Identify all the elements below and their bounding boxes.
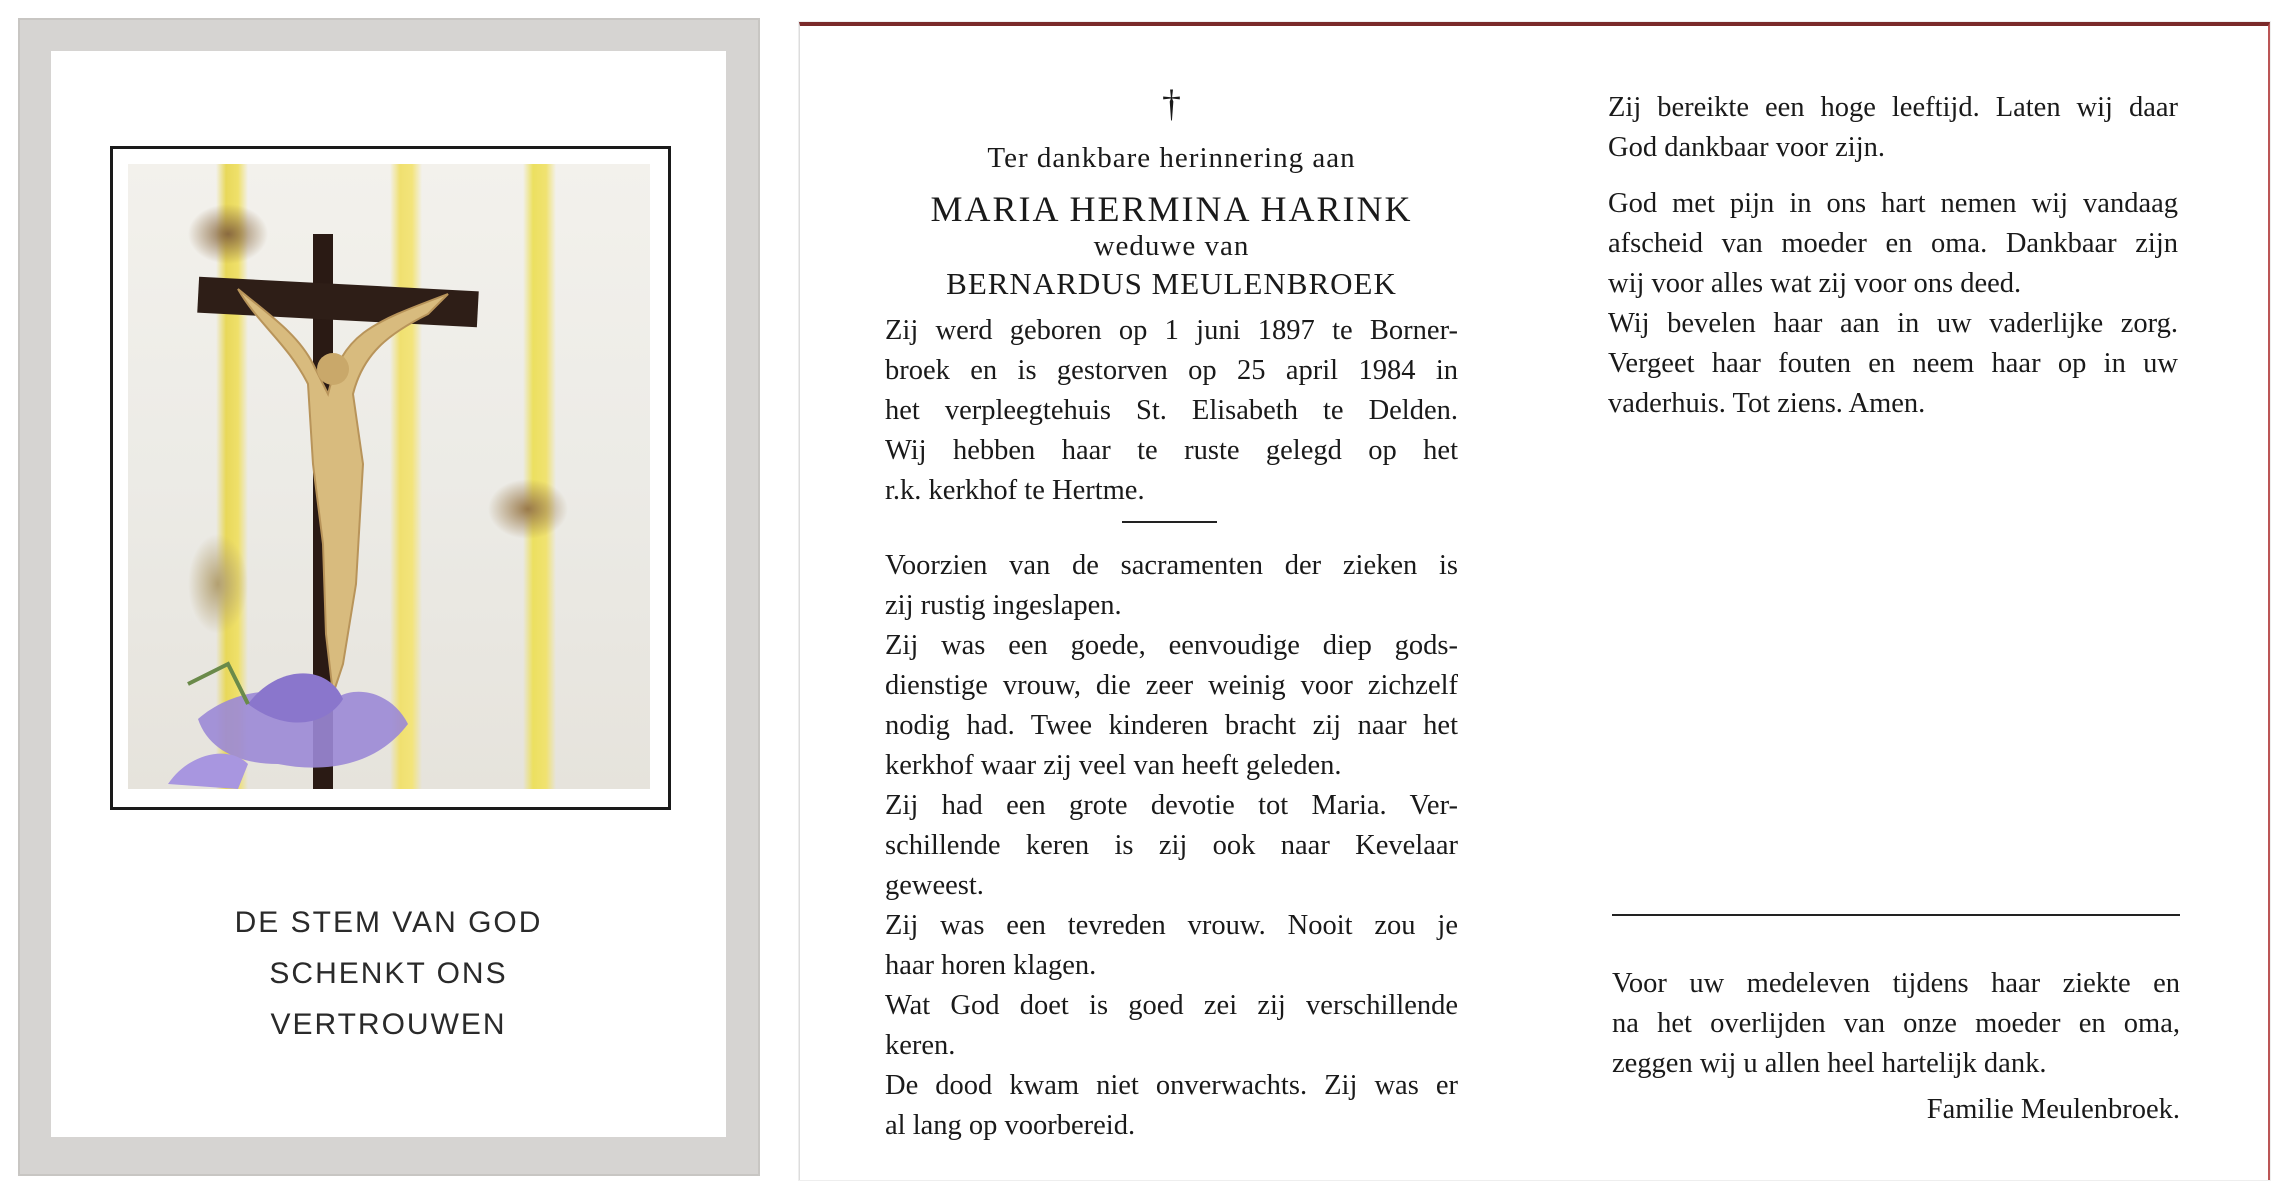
text-line: wij voor alles wat zij voor ons deed. xyxy=(1608,268,2022,299)
text-line: Wij hebben haar te ruste gelegd op het xyxy=(885,435,1458,466)
prayer-text xyxy=(1608,184,2178,424)
cross-icon: † xyxy=(1162,83,1181,125)
paragraph xyxy=(1608,88,2178,168)
thanks-text xyxy=(1612,964,2180,1084)
text-line: Voor uw medeleven tijdens haar ziekte en xyxy=(1612,968,2180,999)
text-line: al lang op voorbereid. xyxy=(885,1110,1136,1141)
card-front-panel xyxy=(51,51,726,1137)
crucifix-icon xyxy=(128,164,650,789)
text-line: keren. xyxy=(885,1030,956,1061)
text-line: Voorzien van de sacramenten der zieken is xyxy=(885,550,1458,581)
text-line: haar horen klagen. xyxy=(885,950,1097,981)
text-line: afscheid van moeder en oma. Dankbaar zijn xyxy=(1608,228,2178,259)
text-line: r.k. kerkhof te Hertme. xyxy=(885,475,1145,506)
text-line: Wat God doet is goed zei zij verschillende xyxy=(885,990,1458,1021)
text-line: Zij bereikte een hoge leeftijd. Laten wij daar xyxy=(1608,92,2178,123)
divider xyxy=(1122,521,1217,523)
paragraph xyxy=(885,311,1458,511)
spouse-name: BERNARDUS MEULENBROEK xyxy=(946,266,1397,301)
text-line: nodig had. Twee kinderen bracht zij naar het xyxy=(885,710,1458,741)
motto-line: DE STEM VAN GOD xyxy=(234,906,543,939)
text-line: Zij had een grote devotie tot Maria. Ver- xyxy=(885,790,1458,821)
text-line: dienstige vrouw, die zeer weinig voor zichzelf xyxy=(885,670,1458,701)
divider xyxy=(1612,914,2180,916)
paragraph xyxy=(1612,964,2180,1084)
biography-text xyxy=(885,311,1458,511)
card-inside xyxy=(799,22,2270,1180)
paragraph xyxy=(885,546,1458,626)
paragraph xyxy=(885,786,1458,906)
life-text xyxy=(885,546,1458,1146)
text-line: zij rustig ingeslapen. xyxy=(885,590,1122,621)
text-line: De dood kwam niet onverwachts. Zij was er xyxy=(885,1070,1458,1101)
text-line: vaderhuis. Tot ziens. Amen. xyxy=(1608,388,1926,419)
text-line: God dankbaar voor zijn. xyxy=(1608,132,1885,163)
paragraph xyxy=(885,626,1458,786)
signature: Familie Meulenbroek. xyxy=(1926,1094,2180,1125)
crucifix-photo xyxy=(128,164,650,789)
motto-line: VERTROUWEN xyxy=(270,1008,507,1041)
text-line: het verpleegtehuis St. Elisabeth te Delden. xyxy=(885,395,1458,426)
paragraph xyxy=(885,986,1458,1066)
text-line: Vergeet haar fouten en neem haar op in uw xyxy=(1608,348,2178,379)
text-line: Zij werd geboren op 1 juni 1897 te Borner- xyxy=(885,315,1458,346)
text-line: Zij was een goede, eenvoudige diep gods- xyxy=(885,630,1458,661)
text-line: kerkhof waar zij veel van heeft geleden. xyxy=(885,750,1342,781)
text-line: geweest. xyxy=(885,870,984,901)
motto-line: SCHENKT ONS xyxy=(269,957,508,990)
text-line: broek en is gestorven op 25 april 1984 in xyxy=(885,355,1458,386)
photo-frame xyxy=(110,146,671,810)
text-line: na het overlijden van onze moeder en oma, xyxy=(1612,1008,2180,1039)
text-line: zeggen wij u allen heel hartelijk dank. xyxy=(1612,1048,2047,1079)
text-line: Zij was een tevreden vrouw. Nooit zou je xyxy=(885,910,1458,941)
paragraph xyxy=(1608,304,2178,424)
closing-text xyxy=(1608,88,2178,168)
text-line: God met pijn in ons hart nemen wij vandaag xyxy=(1608,188,2178,219)
text-line: schillende keren is zij ook naar Kevelaar xyxy=(885,830,1458,861)
paragraph xyxy=(1608,184,2178,304)
text-line: Wij bevelen haar aan in uw vaderlijke zorg. xyxy=(1608,308,2178,339)
card-front xyxy=(18,18,760,1176)
widow-of-text: weduwe van xyxy=(1093,230,1250,262)
paragraph xyxy=(885,906,1458,986)
deceased-name: MARIA HERMINA HARINK xyxy=(930,189,1413,229)
paragraph xyxy=(885,1066,1458,1146)
intro-text: Ter dankbare herinnering aan xyxy=(987,142,1356,174)
